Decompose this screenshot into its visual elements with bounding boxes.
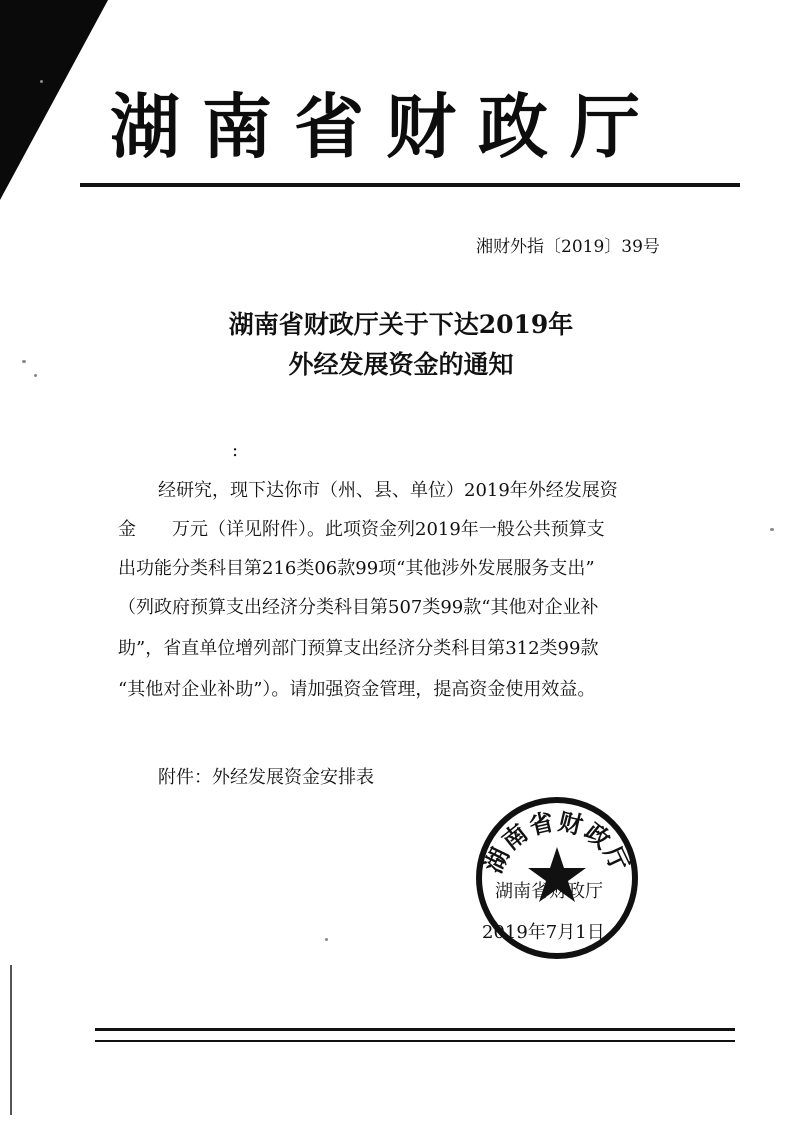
footer-rule-bottom (95, 1040, 735, 1042)
header-rule (80, 183, 740, 187)
corner-black-triangle (0, 0, 108, 200)
seal-arc-text: 湖南省财政厅 (479, 807, 635, 878)
footer-rule-top (95, 1028, 735, 1031)
scan-speck (34, 374, 37, 377)
addressee: : (232, 440, 239, 461)
letterhead-title: 湖南省财政厅 (110, 86, 662, 168)
scan-speck (22, 360, 26, 363)
scan-edge-mark (10, 965, 12, 1115)
scan-speck (770, 528, 774, 531)
attachment-note: 附件：外经发展资金安排表 (158, 767, 374, 788)
document-number: 湘财外指〔2019〕39号 (476, 237, 660, 257)
body-line-1: 经研究，现下达你市（州、县、单位）2019年外经发展资 (158, 480, 618, 501)
body-line-4: （列政府预算支出经济分类科目第507类99款“其他对企业补 (118, 597, 599, 618)
notice-title-line-1: 湖南省财政厅关于下达2019年 (228, 310, 574, 339)
issue-date: 2019年7月1日 (482, 922, 605, 943)
body-line-6: “其他对企业补助”）。请加强资金管理，提高资金使用效益。 (118, 679, 596, 700)
body-line-5: 助”，省直单位增列部门预算支出经济分类科目第312类99款 (118, 638, 599, 659)
issuer-name: 湖南省财政厅 (495, 881, 603, 902)
body-line-3: 出功能分类科目第216类06款99项“其他涉外发展服务支出” (118, 558, 595, 579)
notice-title-line-2: 外经发展资金的通知 (288, 350, 514, 379)
body-line-2: 金 万元（详见附件）。此项资金列2019年一般公共预算支 (118, 519, 605, 540)
scan-speck (40, 80, 43, 83)
scan-speck (325, 938, 328, 941)
